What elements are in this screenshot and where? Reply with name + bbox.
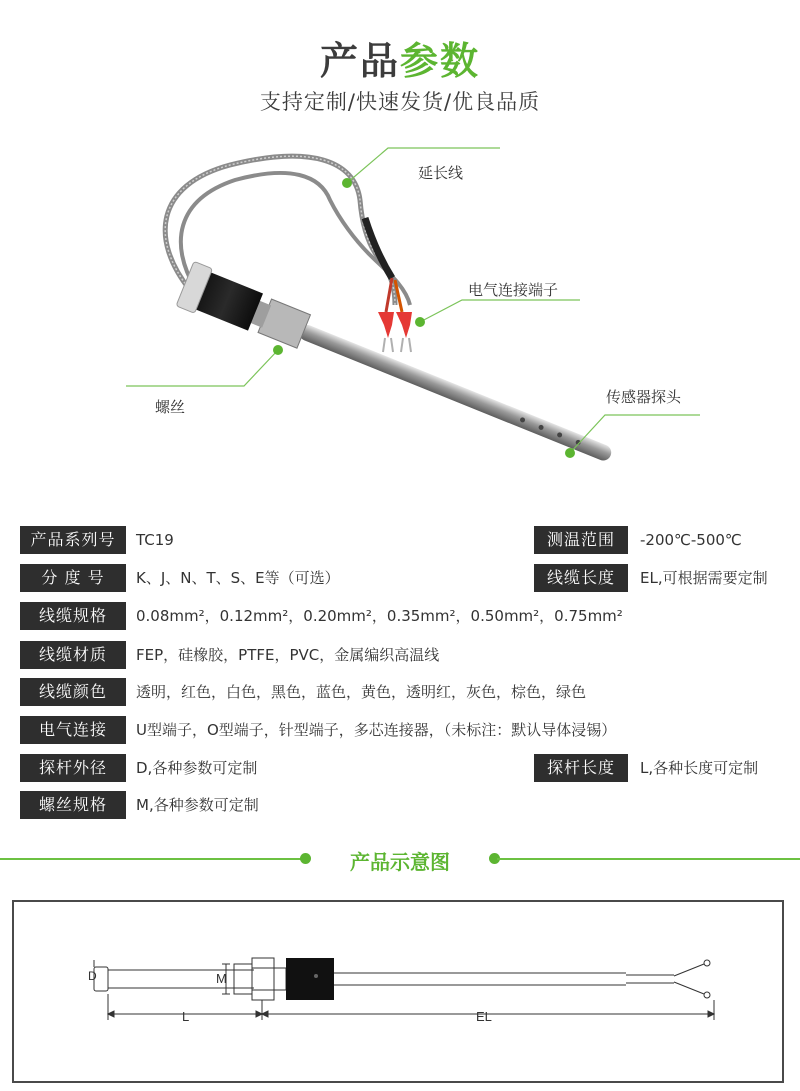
spec-value: L,各种长度可定制 bbox=[640, 759, 759, 777]
spec-value: -200℃-500℃ bbox=[640, 531, 742, 549]
spec-label: 螺丝规格 bbox=[20, 791, 126, 819]
dim-m-label: M bbox=[216, 971, 227, 986]
spec-label: 探杆长度 bbox=[534, 754, 628, 782]
spec-value: EL,可根据需要定制 bbox=[640, 569, 768, 587]
spec-row-cable-material bbox=[20, 641, 800, 669]
page-subtitle: 支持定制/快速发货/优良品质 bbox=[259, 90, 541, 114]
spec-value: 透明，红色，白色，黑色，蓝色，黄色，透明红，灰色，棕色，绿色 bbox=[136, 683, 587, 701]
spec-value: D,各种参数可定制 bbox=[136, 759, 258, 777]
spec-label: 探杆外径 bbox=[20, 754, 126, 782]
dim-d-label: D bbox=[88, 969, 97, 983]
schematic-housing bbox=[286, 958, 334, 1000]
spec-value: U型端子，O型端子，针型端子，多芯连接器，（未标注：默认导体浸锡） bbox=[136, 721, 617, 739]
spec-value: 0.08mm²，0.12mm²，0.20mm²，0.35mm²，0.50mm²，0.75mm² bbox=[136, 607, 623, 625]
diagram-heading: 产品示意图 bbox=[350, 850, 450, 874]
spec-row-electrical bbox=[20, 716, 800, 744]
spec-value: M,各种参数可定制 bbox=[136, 796, 259, 814]
dim-el-label: EL bbox=[476, 1009, 492, 1024]
probe-rod bbox=[297, 323, 614, 463]
schematic-drawing bbox=[14, 902, 782, 1081]
spec-value: TC19 bbox=[136, 531, 174, 549]
spec-label: 线缆规格 bbox=[20, 602, 126, 630]
terminal-left bbox=[378, 312, 394, 338]
spec-label: 产品系列号 bbox=[20, 526, 126, 554]
callout-screw: 螺丝 bbox=[155, 398, 186, 416]
spec-row-graduation bbox=[20, 564, 800, 592]
spec-label: 线缆长度 bbox=[534, 564, 628, 592]
terminal-right bbox=[396, 312, 412, 338]
product-illustration bbox=[0, 130, 800, 500]
spec-row-screw bbox=[20, 791, 800, 819]
dim-l-label: L bbox=[182, 1009, 190, 1024]
spec-label: 电气连接 bbox=[20, 716, 126, 744]
spec-value: K、J、N、T、S、E等（可选） bbox=[136, 569, 340, 587]
schematic-frame bbox=[12, 900, 784, 1083]
page-title bbox=[0, 30, 800, 85]
spec-label: 分 度 号 bbox=[20, 564, 126, 592]
spec-row-probe bbox=[20, 754, 800, 782]
title-part-2: 参数 bbox=[400, 39, 481, 83]
spec-label: 线缆材质 bbox=[20, 641, 126, 669]
callout-extension-wire: 延长线 bbox=[418, 164, 464, 182]
spec-label: 线缆颜色 bbox=[20, 678, 126, 706]
spec-row-cable-spec bbox=[20, 602, 800, 630]
callout-terminal: 电气连接端子 bbox=[468, 281, 559, 299]
divider-line-right bbox=[497, 858, 800, 860]
spec-label: 测温范围 bbox=[534, 526, 628, 554]
callout-probe: 传感器探头 bbox=[606, 388, 682, 406]
title-part-1: 产品 bbox=[319, 39, 400, 83]
spec-value: FEP，硅橡胶，PTFE，PVC，金属编织高温线 bbox=[136, 646, 440, 664]
spec-row-cable-color bbox=[20, 678, 800, 706]
spec-row-series bbox=[20, 526, 800, 554]
